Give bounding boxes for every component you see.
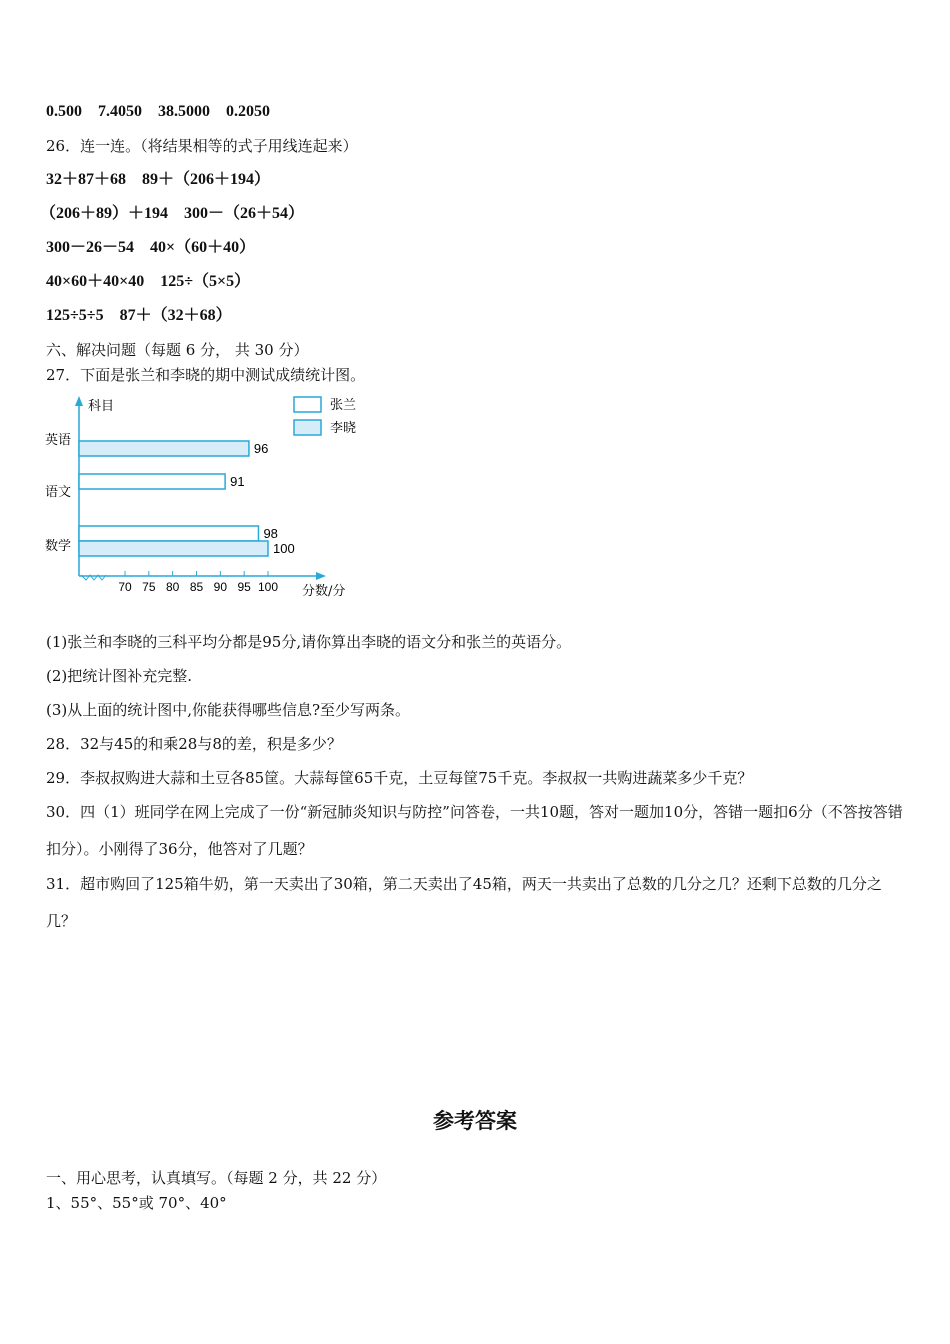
expr-line: 40×60＋40×40 125÷（5×5） (46, 273, 251, 290)
question-27: 27．下面是张兰和李晓的期中测试成绩统计图。 (46, 366, 366, 384)
legend-swatch (294, 420, 321, 435)
expr-line: （206＋89）＋194 300－（26＋54） (40, 205, 305, 222)
bar-value-label: 100 (273, 541, 295, 556)
category-label: 数学 (45, 539, 72, 554)
x-tick-label: 90 (213, 580, 228, 594)
legend-label: 张兰 (330, 398, 357, 413)
x-tick-label: 100 (257, 580, 279, 594)
question-29: 29．李叔叔购进大蒜和土豆各85筐。大蒜每筐65千克，土豆每筐75千克。李叔叔一共购进蔬菜多少千克？ (46, 769, 753, 787)
x-tick-label: 85 (189, 580, 204, 594)
subquestion: (1)张兰和李晓的三科平均分都是95分,请你算出李晓的语文分和张兰的英语分。 (46, 633, 572, 651)
x-tick-label: 70 (118, 580, 132, 594)
answers-section: 一、用心思考，认真填写。（每题 2 分，共 22 分） (46, 1169, 387, 1187)
category-label: 语文 (45, 485, 72, 500)
bar-chart (40, 390, 380, 605)
bar (79, 441, 249, 456)
decimal-line: 0.500 7.4050 38.5000 0.2050 (46, 103, 271, 120)
bar (79, 474, 225, 489)
answers-title: 参考答案 (433, 1108, 517, 1133)
expr-line: 125÷5÷5 87＋（32＋68） (46, 307, 232, 324)
x-axis-label: 分数/分 (302, 584, 346, 599)
question-26: 26．连一连。（将结果相等的式子用线连起来） (46, 137, 358, 155)
x-axis-arrow (316, 572, 326, 580)
question-30: 30．四（1）班同学在网上完成了一份“新冠肺炎知识与防控”问答卷，一共10题，答对一题加10分，答错一题扣6分（不答按答错扣分）。小刚得了36分，他答对了几题？ (46, 803, 903, 858)
y-axis-label: 科目 (88, 399, 115, 414)
question-31: 31．超市购回了125箱牛奶，第一天卖出了30箱，第二天卖出了45箱，两天一共卖出了总数的几分之几？还剩下总数的几分之几？ (46, 875, 882, 930)
expr-line: 32＋87＋68 89＋（206＋194） (46, 171, 271, 188)
subquestion: (2)把统计图补充完整. (46, 667, 193, 685)
question-28: 28．32与45的和乘28与8的差，积是多少？ (46, 735, 342, 753)
expr-line: 300－26－54 40×（60＋40） (46, 239, 256, 256)
bar-value-label: 91 (230, 474, 245, 489)
legend-label: 李晓 (330, 421, 357, 436)
bar (79, 526, 258, 541)
legend-swatch (294, 397, 321, 412)
category-label: 英语 (45, 433, 72, 448)
x-tick-label: 80 (165, 580, 180, 594)
bar-value-label: 98 (263, 526, 278, 541)
x-tick-label: 75 (142, 580, 156, 594)
section-heading: 六、解决问题（每题 6 分， 共 30 分） (46, 341, 309, 359)
bar (79, 541, 268, 556)
subquestion: (3)从上面的统计图中,你能获得哪些信息?至少写两条。 (46, 701, 411, 719)
bar-value-label: 96 (253, 441, 269, 456)
y-axis-arrow (75, 396, 83, 406)
x-tick-label: 95 (237, 580, 251, 594)
answer-1: 1、55°、55°或 70°、40° (46, 1194, 227, 1212)
